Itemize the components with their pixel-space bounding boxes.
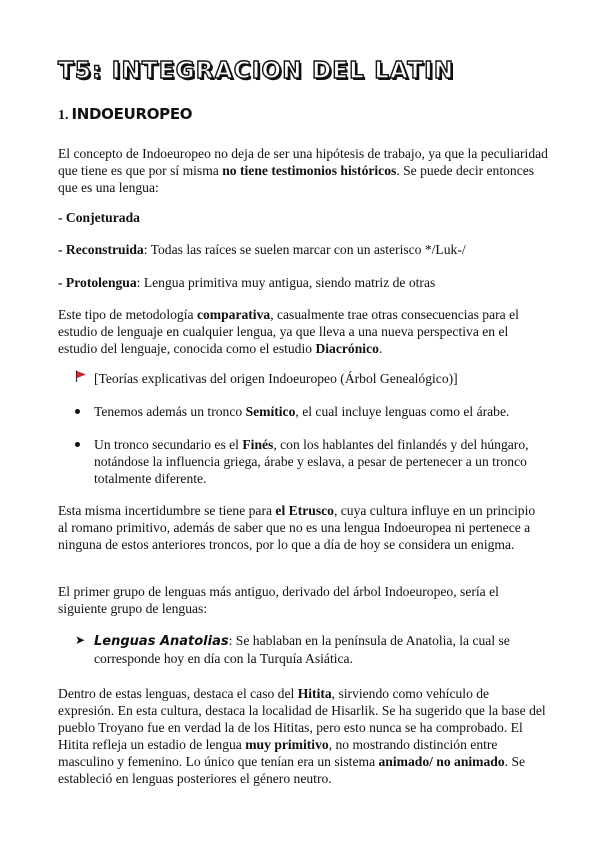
bold-italic-run: Lenguas Anatolias [94, 634, 229, 649]
text-run: : Todas las raíces se suelen marcar con un asterisco */Luk-/ [143, 242, 466, 257]
text-run: . Se estableció en lenguas posteriores el género neutro. [58, 754, 526, 786]
paragraph-etrusco [58, 502, 548, 553]
text-run: Este tipo de metodología [58, 307, 197, 322]
bold-run: muy primitivo [245, 737, 329, 752]
bold-run: Semítico [245, 404, 296, 419]
text-run: , el cual incluye lenguas como el árabe. [295, 404, 510, 419]
paragraph-primer-grupo: El primer grupo de lenguas más antiguo, derivado del árbol Indoeuropeo, sería el siguiente grupo de lenguas: [58, 584, 499, 616]
text-run: Dentro de estas lenguas, destaca el caso del [58, 686, 298, 701]
bold-run: el Etrusco [275, 503, 334, 518]
bold-run: Hitita [297, 686, 332, 701]
section-name: INDOEUROPEO [71, 105, 193, 123]
text-run: [Teorías explicativas del origen Indoeuropeo (Árbol Genealógico)] [94, 371, 458, 386]
text-run: , casualmente trae otras consecuencias para el estudio de lenguaje en cualquier lengua, ya que lleva a una nueva perspectiva en el estudio del lenguaje, conocida como el estudio [58, 307, 519, 356]
text-run: , no mostrando distinción entre masculino y femenino. Lo único que tenían era un sistema [58, 737, 498, 769]
text-run: , sirviendo como vehículo de expresión. En esta cultura, destaca la localidad de Hisarlik. Se ha sugerido que la base del pueblo Troyano fue en verdad la de los Hititas, pero esto nunca se ha comprobado. El Hitita refleja un estadio de lengua [58, 686, 546, 752]
paragraph-hitita [58, 685, 548, 787]
flag-icon [75, 370, 87, 386]
bold-run: Finés [242, 437, 274, 452]
text-run: , con los hablantes del finlandés y del húngaro, notándose la influencia griega, árabe y eslava, a pesar de pertenecer a un tronco totalmente diferente. [94, 437, 529, 486]
bullet-dot-icon [75, 409, 80, 414]
text-run: . Se puede decir entonces que es una lengua: [58, 163, 535, 195]
text-run: Esta misma incertidumbre se tiene para [58, 503, 276, 518]
document-title: T5: INTEGRACION DEL LATIN [58, 58, 455, 84]
text-run: : Se hablaban en la península de Anatolia, la cual se corresponde hoy en día con la Turquía Asiática. [94, 633, 510, 666]
paragraph-intro [58, 145, 548, 196]
bold-run: Diacrónico [315, 341, 379, 356]
bullet-dot-icon [75, 442, 80, 447]
section-number: 1. [58, 108, 69, 123]
bold-run: animado/ no animado [378, 754, 505, 769]
bold-run: - Protolengua [58, 275, 137, 290]
text-run: Tenemos además un tronco [94, 404, 246, 419]
bold-run: no tiene testimonios históricos [222, 163, 397, 178]
text-run: : Lengua primitiva muy antigua, siendo matriz de otras [136, 275, 436, 290]
list-item-reconstruida [58, 241, 548, 258]
bullet-item-teorias [94, 370, 546, 387]
bold-run: comparativa [196, 307, 271, 322]
section-heading [58, 105, 192, 124]
text-run: Un tronco secundario es el [94, 437, 243, 452]
paragraph-metodologia [58, 306, 548, 357]
list-item-conjeturada [58, 209, 548, 226]
arrow-item-lenguas-anatolias [94, 632, 546, 667]
bullet-item-semitico [94, 403, 546, 420]
arrow-bullet-icon: ➤ [75, 633, 86, 647]
text-run: , cuya cultura influye en un principio al romano primitivo, además de saber que no es una lengua Indoeuropea ni pertenece a ninguna de estos anteriores troncos, por lo que a día de hoy se considera un enigma. [58, 503, 536, 552]
text-run: El concepto de Indoeuropeo no deja de ser una hipótesis de trabajo, ya que la peculiaridad que tiene es que por sí misma [58, 146, 548, 178]
bold-run: - Conjeturada [58, 210, 140, 225]
text-run: . [378, 341, 383, 356]
list-item-protolengua [58, 274, 548, 291]
bold-run: - Reconstruida [58, 242, 144, 257]
bullet-item-fines [94, 436, 546, 487]
